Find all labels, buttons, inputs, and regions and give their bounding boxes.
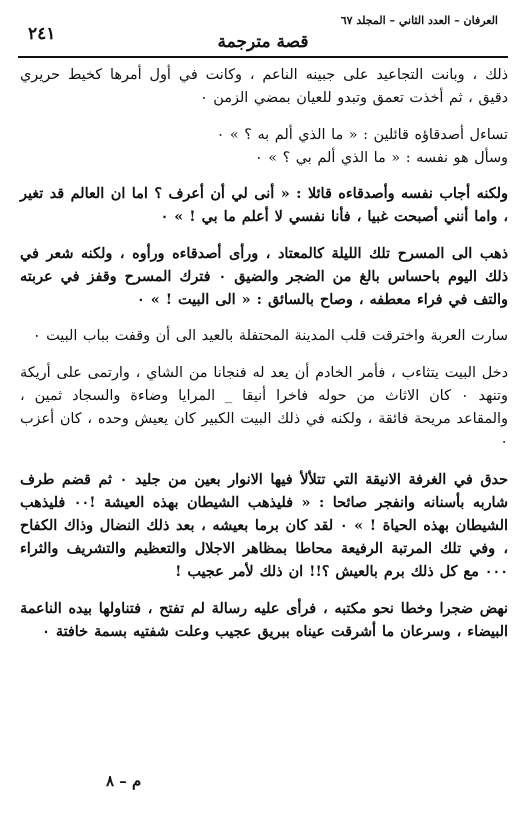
article-body <box>20 64 508 657</box>
signature-mark: م – ٨ <box>106 772 142 790</box>
paragraph-8: نهض ضجرا وخطا نحو مكتبه ، فرأى عليه رسالة لم تفتح ، فتناولها بيده الناعمة البيضاء ، وسرعان ما أشرقت عيناه ببريق عجيب وعلت شفتيه بسمة خافتة ٠ <box>20 600 509 640</box>
dialogue-line-self: وسأل هو نفسه : « ما الذي ألم بي ؟ » ٠ <box>254 150 508 166</box>
header-rule <box>18 56 508 58</box>
paragraph-3: ولكنه أجاب نفسه وأصدقاءه قائلا : « أنى لي أن أعرف ؟ اما ان العالم قد تغير ، واما أنني أصبحت غبيا ، فأنا نفسي لا أعلم ما بي ! » ٠ <box>20 185 508 225</box>
paragraph-2 <box>20 124 508 170</box>
section-title: قصة مترجمة <box>217 32 309 52</box>
paragraph-4: ذهب الى المسرح تلك الليلة كالمعتاد ، ورأى أصدقاءه ورأوه ، ولكنه شعر في ذلك اليوم باحساس بالغ من الضجر والضيق ٠ فترك المسرح وقفز في عربته والتف في فراء معطفه ، وصاح بالسائق : « الى البيت ! » ٠ <box>20 245 508 308</box>
dialogue-line-friends: تساءل أصدقاؤه قائلين : « ما الذي ألم به ؟ » ٠ <box>216 127 508 143</box>
paragraph-7: حدق في الغرفة الانيقة التي تتلألأ فيها الانوار بعين من جليد ٠ ثم قضم طرف شاربه بأسنانه وانفجر صائحا : « فليذهب الشيطان بهذه العيشة !٠٠ فليذهب الشيطان بهذه الحياة ! » ٠ لقد كان برما بعيشه ، بعد ذلك النضال وذاك الكفاح ، وفي تلك المرتبة الرفيعة محاطا بمظاهر الاجلال والتعظيم والتشريف والثراء ٠٠٠ مع كل ذلك برم بالعيش ؟!! ان ذلك لأمر عجيب ! <box>20 471 508 580</box>
paragraph-6: دخل البيت يتثاءب ، فأمر الخادم أن يعد له فنجانا من الشاي ، وارتمى على أريكة وتنهد ٠ كان الاثاث من حوله فاخرا أنيقا _ المرايا وضاءة والسجاد ثمين ، والمقاعد مريحة فائقة ، ولكنه في ذلك البيت الكبير كان يعيش وحده ، كان أعزب ٠ <box>20 365 508 450</box>
page-number: ٢٤١ <box>28 24 56 44</box>
paragraph-5: سارت العربة واخترقت قلب المدينة المحتفلة بالعيد الى أن وقفت بباب البيت ٠ <box>32 328 508 344</box>
page-header <box>18 14 508 58</box>
paragraph-1: ذلك ، وبانت التجاعيد على جبينه الناعم ، وكانت في أول أمرها كخيط حريري دقيق ، ثم أخذت تعمق وتبدو للعيان بمضي الزمن ٠ <box>20 67 508 106</box>
running-title: العرفان – العدد الثاني – المجلد ٦٧ <box>340 14 498 27</box>
